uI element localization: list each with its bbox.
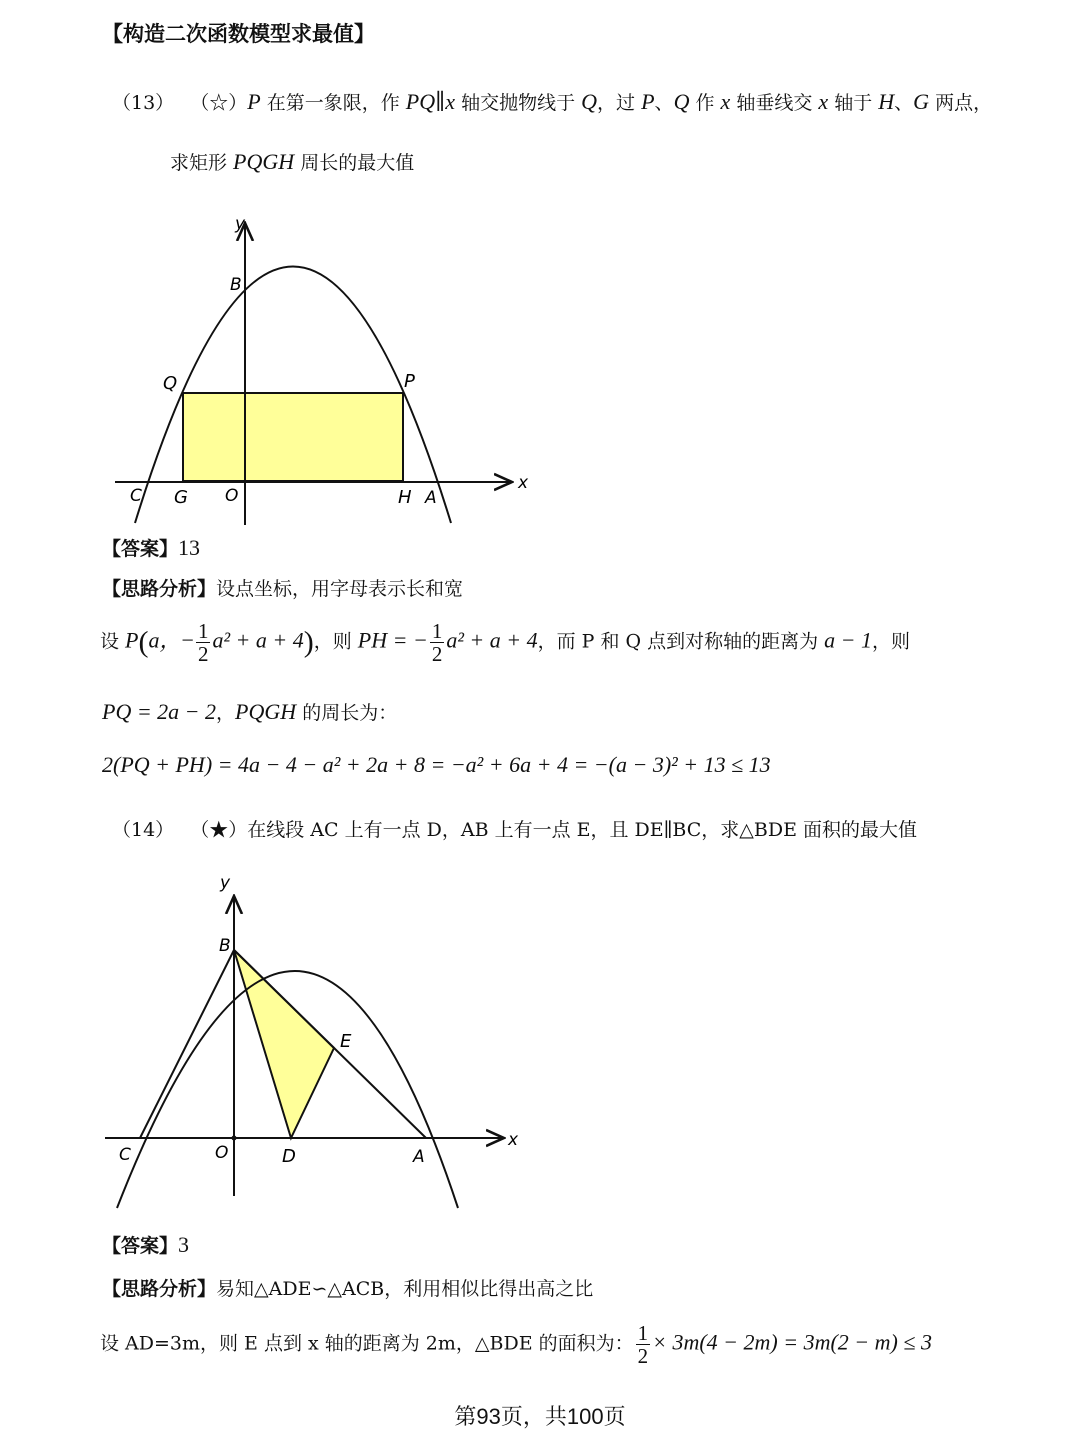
label-E: E [340, 1031, 352, 1052]
q14-figure [100, 870, 540, 1215]
q14-number: （14） [112, 819, 175, 841]
page-footer: 第93页，共100页 [454, 1404, 626, 1429]
q13-work-line2: PQ = 2a − 2，PQGH 的周长为： [102, 699, 398, 724]
q14-answer: 【答案】3 [102, 1232, 190, 1257]
label-y: y [220, 873, 231, 893]
triangle-bde [234, 950, 334, 1138]
label-C: C [119, 1145, 131, 1165]
label-Q: Q [163, 373, 178, 394]
q13-work-line1: 设 P(a，− $\frac{1}{2}$ a² + a + 4)，则 PH = − $\frac{1}{2}$ a² + a + 4，而 P 和 Q 点到对称轴的距离为 a − 1，则 [100, 619, 911, 666]
q13-work-line3: 2(PQ + PH) = 4a − 4 − a² + 2a + 8 = −a² + 6a + 4 = −(a − 3)² + 13 ≤ 13 [102, 752, 771, 777]
q14-work-line1: 设 AD=3m，则 E 点到 x 轴的距离为 2m，△BDE 的面积为： $\frac{1}{2}$ × 3m(4 − 2m) = 3m(2 − m) ≤ 3 [100, 1321, 932, 1368]
label-P: P [404, 371, 415, 392]
q13-analysis: 【思路分析】设点坐标，用字母表示长和宽 [102, 578, 464, 600]
label-H: H [398, 487, 412, 508]
label-O: O [215, 1143, 229, 1163]
fraction-half-2: $\frac{1}{2}$ [431, 619, 443, 666]
label-y: y [235, 214, 246, 234]
label-B: B [230, 275, 242, 295]
q13-stem-line2: 求矩形 PQGH 周长的最大值 [170, 149, 415, 174]
section-title: 【构造二次函数模型求最值】 [102, 21, 375, 46]
origin-point [232, 1136, 237, 1141]
q14-analysis: 【思路分析】易知△ADE∽△ACB，利用相似比得出高之比 [102, 1278, 594, 1300]
label-x: x [508, 1130, 519, 1150]
label-G: G [174, 487, 188, 508]
label-C: C [130, 486, 142, 506]
q13-figure [100, 205, 540, 530]
label-A: A [413, 1147, 425, 1167]
q13-difficulty: （☆） [190, 92, 248, 114]
q13-stem: （13） （☆）P 在第一象限，作 PQ∥x 轴交抛物线于 Q，过 P、Q 作 x 轴垂线交 x 轴于 H、G 两点， [112, 89, 993, 114]
rectangle-pqgh [183, 393, 403, 481]
segment-cb [140, 950, 234, 1138]
q13-number: （13） [112, 92, 175, 114]
q13-answer: 【答案】13 [102, 535, 201, 560]
label-O: O [225, 486, 239, 506]
fraction-half: $\frac{1}{2}$ [197, 619, 209, 666]
label-B: B [219, 936, 231, 956]
label-A: A [425, 488, 437, 508]
q14-stem: （14） （★）在线段 AC 上有一点 D，AB 上有一点 E，且 DE∥BC，求△BDE 面积的最大值 [112, 819, 917, 841]
label-x: x [518, 473, 529, 493]
q14-difficulty: （★） [190, 819, 248, 841]
label-D: D [282, 1146, 296, 1167]
fraction-half-3: $\frac{1}{2}$ [637, 1321, 649, 1368]
